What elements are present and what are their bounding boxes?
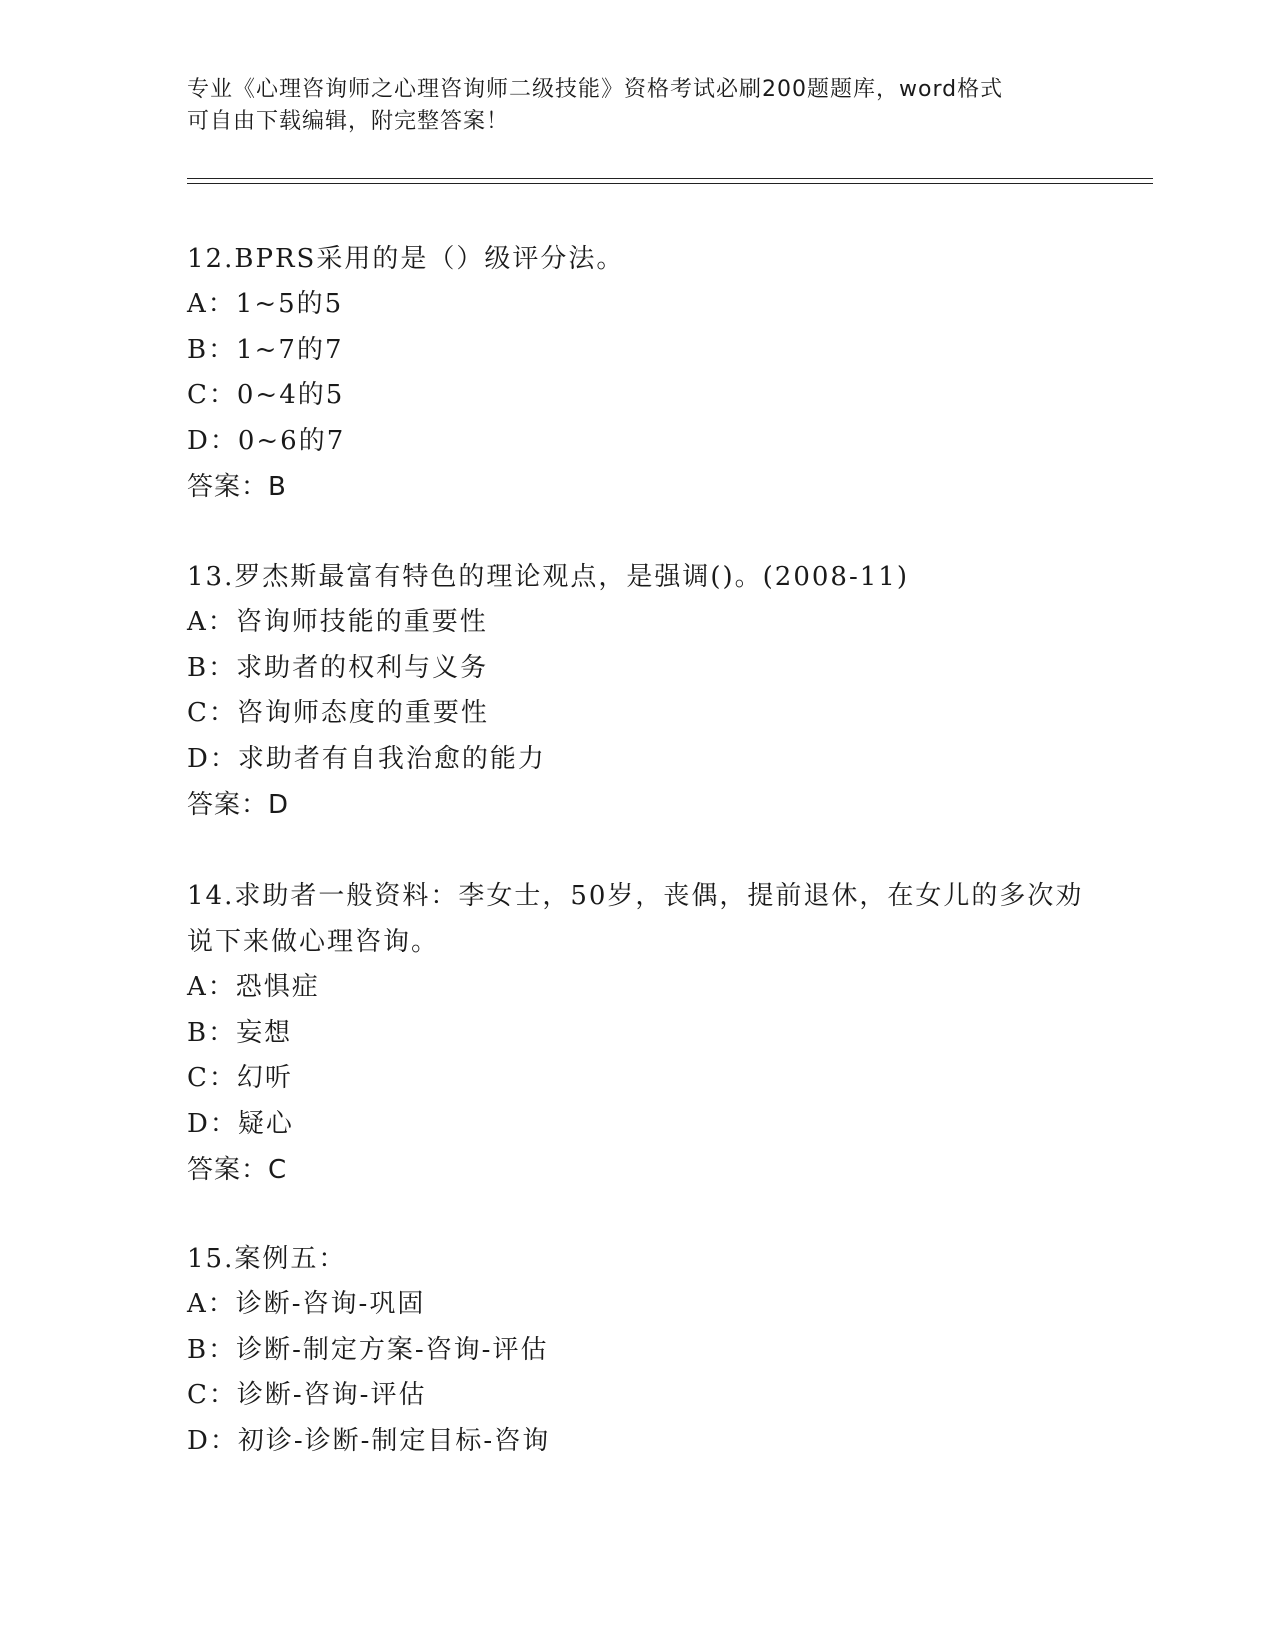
option-d: D：求助者有自我治愈的能力 [187, 743, 546, 774]
option-b: B：诊断-制定方案-咨询-评估 [187, 1334, 549, 1365]
answer-text: 答案：C [187, 1155, 288, 1185]
question-stem: 15.案例五： [187, 1244, 347, 1274]
option-b: B：1~7的7 [187, 334, 344, 365]
option-a: A：1~5的5 [187, 289, 344, 319]
question-stem: 12.BPRS采用的是（）级评分法。 [187, 244, 625, 274]
question-15 [187, 1236, 1087, 1464]
option-d: D：疑心 [187, 1108, 294, 1139]
option-c: C：诊断-咨询-评估 [187, 1380, 427, 1410]
option-b: B：妄想 [187, 1017, 293, 1048]
header-divider-bottom [187, 183, 1153, 184]
answer-text: 答案：D [187, 790, 290, 820]
question-14 [187, 873, 1087, 1193]
option-d: D：初诊-诊断-制定目标-咨询 [187, 1425, 551, 1456]
question-stem: 13.罗杰斯最富有特色的理论观点，是强调()。(2008-11) [187, 562, 909, 592]
option-a: A：恐惧症 [187, 972, 320, 1002]
header-divider-top [187, 178, 1153, 179]
question-stem: 14.求助者一般资料：李女士，50岁，丧偶，提前退休，在女儿的多次劝说下来做心理咨询。 [187, 881, 1084, 957]
question-12 [187, 236, 1087, 510]
header-line-1: 专业《心理咨询师之心理咨询师二级技能》资格考试必刷200题题库，word格式 [187, 77, 1004, 102]
document-header [187, 74, 1087, 138]
option-c: C：幻听 [187, 1063, 293, 1093]
option-a: A：诊断-咨询-巩固 [187, 1289, 426, 1319]
answer-text: 答案：B [187, 472, 287, 502]
header-line-2: 可自由下载编辑，附完整答案！ [187, 109, 510, 134]
option-c: C：0~4的5 [187, 380, 345, 410]
question-13 [187, 554, 1087, 828]
option-b: B：求助者的权利与义务 [187, 652, 489, 683]
option-c: C：咨询师态度的重要性 [187, 698, 489, 728]
option-a: A：咨询师技能的重要性 [187, 607, 488, 637]
option-d: D：0~6的7 [187, 425, 346, 456]
